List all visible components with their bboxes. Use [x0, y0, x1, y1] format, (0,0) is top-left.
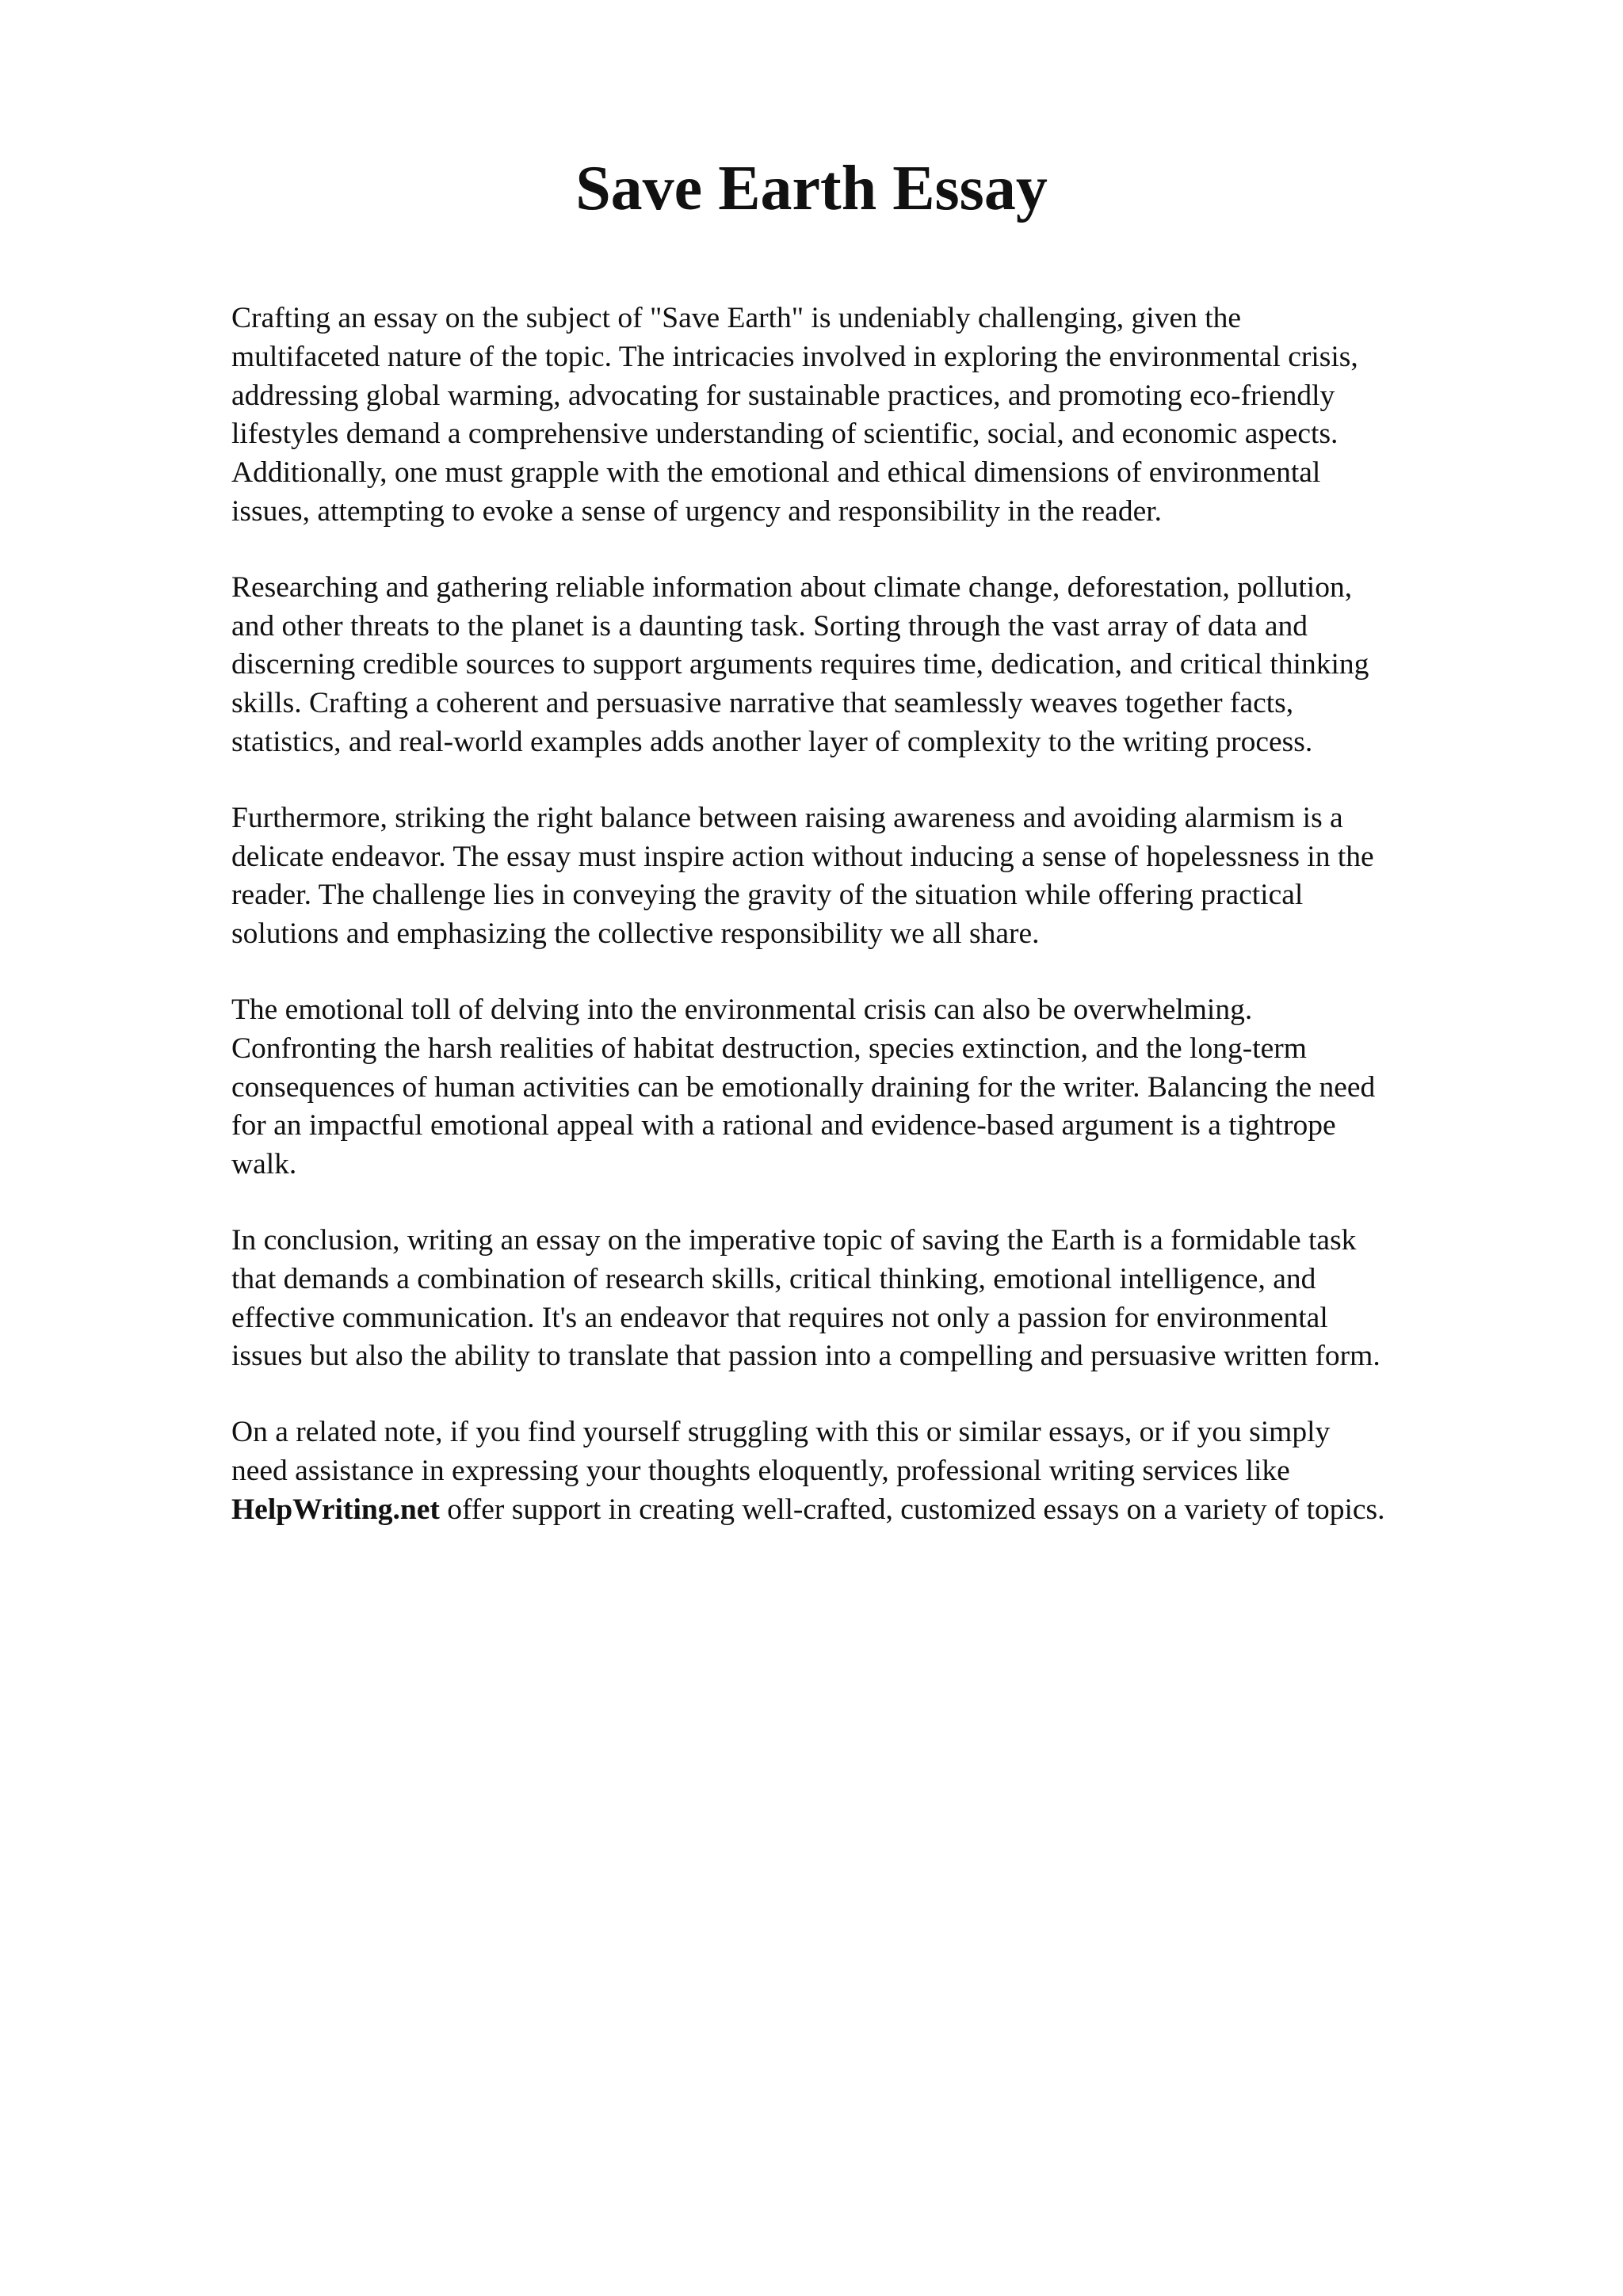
- text-line: need assistance in expressing your thoughts eloquently, professional writing services like: [231, 1454, 1290, 1487]
- text-line: [231, 1491, 1523, 1530]
- paragraph-4: [231, 991, 1523, 1184]
- text-line: reader. The challenge lies in conveying the gravity of the situation while offering practical: [231, 879, 1304, 912]
- text-line: for an impactful emotional appeal with a rational and evidence-based argument is a tightrope: [231, 1109, 1336, 1142]
- text-line: Confronting the harsh realities of habitat destruction, species extinction, and the long-term: [231, 1032, 1307, 1065]
- text-line: Researching and gathering reliable information about climate change, deforestation, pollution,: [231, 570, 1353, 604]
- helpwriting-link[interactable]: HelpWriting.net: [231, 1493, 440, 1526]
- text-line: On a related note, if you find yourself struggling with this or similar essays, or if you simply: [231, 1416, 1331, 1449]
- text-line: The emotional toll of delving into the environmental crisis can also be overwhelming.: [231, 993, 1253, 1026]
- text-line: discerning credible sources to support arguments requires time, dedication, and critical thinking: [231, 648, 1369, 681]
- page-title: Save Earth Essay: [575, 154, 1048, 223]
- essay-body: [231, 299, 1523, 1567]
- text-line: solutions and emphasizing the collective responsibility we all share.: [231, 917, 1040, 951]
- text-line: effective communication. It's an endeavor that requires not only a passion for environmental: [231, 1301, 1328, 1334]
- text-line: consequences of human activities can be emotionally draining for the writer. Balancing the need: [231, 1070, 1376, 1104]
- text-line: that demands a combination of research skills, critical thinking, emotional intelligence, and: [231, 1262, 1316, 1295]
- text-line: skills. Crafting a coherent and persuasive narrative that seamlessly weaves together facts,: [231, 687, 1294, 720]
- paragraph-2: [231, 569, 1523, 762]
- text-fragment: offer support in creating well-crafted, customized essays on a variety of topics.: [439, 1493, 1385, 1526]
- text-line: Additionally, one must grapple with the emotional and ethical dimensions of environmental: [231, 456, 1321, 490]
- text-line: issues but also the ability to translate that passion into a compelling and persuasive written form.: [231, 1340, 1381, 1373]
- text-line: Crafting an essay on the subject of "Save Earth" is undeniably challenging, given the: [231, 302, 1242, 334]
- paragraph-6: [231, 1413, 1523, 1529]
- paragraph-3: [231, 799, 1523, 954]
- text-line: Furthermore, striking the right balance between raising awareness and avoiding alarmism is a: [231, 801, 1343, 834]
- text-line: issues, attempting to evoke a sense of urgency and responsibility in the reader.: [231, 494, 1163, 528]
- text-line: and other threats to the planet is a daunting task. Sorting through the vast array of data and: [231, 609, 1308, 643]
- text-line: statistics, and real-world examples adds another layer of complexity to the writing process.: [231, 725, 1313, 758]
- paragraph-5: [231, 1222, 1523, 1376]
- text-line: addressing global warming, advocating for sustainable practices, and promoting eco-friendly: [231, 379, 1335, 412]
- text-line: multifaceted nature of the topic. The intricacies involved in exploring the environmental crisis,: [231, 340, 1358, 373]
- text-line: delicate endeavor. The essay must inspire action without inducing a sense of hopelessness in the: [231, 840, 1374, 873]
- text-line: walk.: [231, 1148, 297, 1181]
- text-line: lifestyles demand a comprehensive understanding of scientific, social, and economic aspects.: [231, 418, 1338, 451]
- paragraph-1: [231, 299, 1523, 532]
- text-line: In conclusion, writing an essay on the imperative topic of saving the Earth is a formidable task: [231, 1223, 1357, 1257]
